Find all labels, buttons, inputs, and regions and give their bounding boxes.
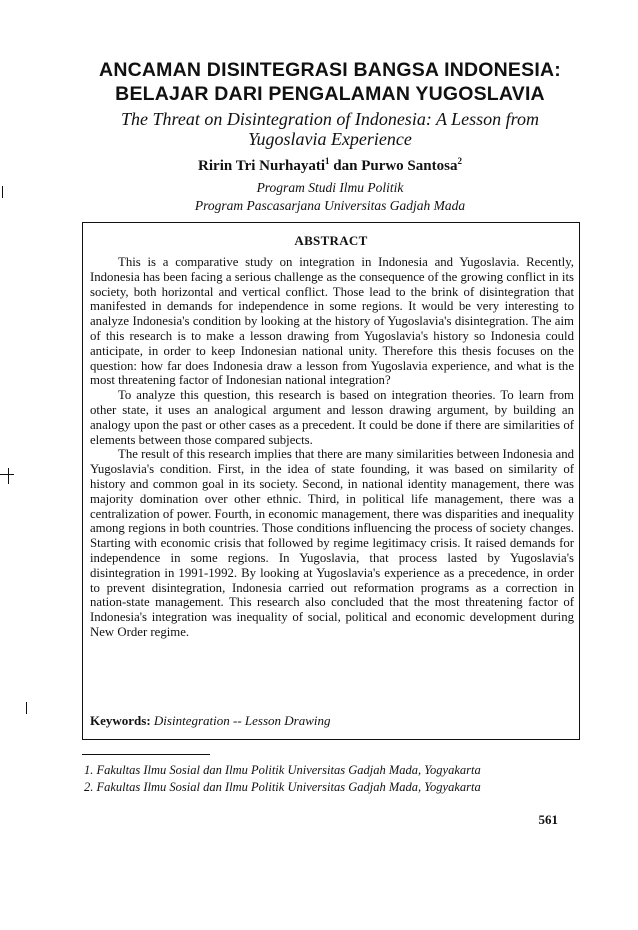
abstract-paragraph-3: The result of this research implies that there are many similarities between Indonesia and Yugoslavia's condition. First, in the idea of state founding, it was based on similarity of history and common goal in its society. Second, in national identity management, there was majority domination over other ethnic. Third, in political life management, there was a centralization of power. Fourth, in economic management, there was disparities and inequality among regions in both countries. Those conditions influencing the process of society changes. Starting with economic crisis that followed by regime legitimacy crisis. It raised demands for independence in some regions. In Yugoslavia, that process lasted by Yugoslavia's disintegration in 1991-1992. By looking at Yugoslavia's experience as a precedence, in order to prevent disintegration, Indonesia carried out reformation programs as a correction in nation-state management. This research also concluded that the most threatening factor of Indonesia's integration was inequality of social, political and economic development during New Order regime.	[90, 447, 574, 639]
article-subtitle-line-2: Yugoslavia Experience	[248, 129, 412, 149]
keywords-label: Keywords:	[90, 713, 151, 728]
scan-mark-3	[8, 468, 9, 484]
scan-mark-1	[2, 186, 3, 198]
article-subtitle	[60, 109, 600, 149]
author-2-footnote-mark: 2	[457, 156, 462, 166]
author-1-footnote-mark: 1	[325, 156, 330, 166]
footnotes	[84, 762, 584, 796]
keywords-line	[90, 713, 574, 728]
article-title	[60, 58, 600, 106]
affiliation-line-2: Program Pascasarjana Universitas Gadjah Mada	[194, 198, 466, 213]
article-title-line-2: BELAJAR DARI PENGALAMAN YUGOSLAVIA	[115, 83, 545, 105]
footnote-2: 2. Fakultas Ilmu Sosial dan Ilmu Politik Universitas Gadjah Mada, Yogyakarta	[84, 780, 481, 794]
author-conjunction: dan	[333, 158, 358, 174]
abstract-box	[82, 222, 580, 740]
article-subtitle-line-1: The Threat on Disintegration of Indonesia: A Lesson from	[120, 109, 540, 129]
abstract-heading: ABSTRACT	[294, 233, 368, 248]
affiliation-line-1: Program Studi Ilmu Politik	[256, 180, 404, 195]
scan-mark-4	[26, 702, 27, 714]
keywords-value: Disintegration -- Lesson Drawing	[153, 713, 331, 728]
footnote-divider	[82, 754, 210, 755]
author-2: Purwo Santosa	[361, 158, 458, 174]
article-title-line-1: ANCAMAN DISINTEGRASI BANGSA INDONESIA:	[99, 59, 561, 81]
author-1: Ririn Tri Nurhayati	[198, 158, 325, 174]
scan-mark-2	[0, 474, 14, 475]
abstract-body	[90, 255, 574, 640]
abstract-paragraph-1: This is a comparative study on integration in Indonesia and Yugoslavia. Recently, Indonesia has been facing a serious challenge as the consequence of the growing conflict in its society, both horizontal and vertical conflict. Those lead to the brink of disintegration that manifested in demands for independence in some regions. It would be very interesting to analyze Indonesia's condition by looking at the history of Yugoslavia's disintegration. The aim of this research is to make a lesson drawing from Yugoslavia's history so Indonesia could anticipate, in order to keep Indonesian national unity. Therefore this thesis focuses on the question: how far does Indonesia draw a lesson from Yugoslavia experience, and what is the most threatening factor of Indonesian national integration?	[90, 255, 574, 388]
author-line	[60, 152, 600, 175]
footnote-1: 1. Fakultas Ilmu Sosial dan Ilmu Politik Universitas Gadjah Mada, Yogyakarta	[84, 763, 481, 777]
abstract-paragraph-2: To analyze this question, this research is based on integration theories. To learn from other state, it uses an analogical argument and lesson drawing argument, by building an analogy upon the past or other cases as a precedent. It could be done if there are similarities of elements between those compared subjects.	[90, 388, 574, 447]
page-number: 561	[538, 812, 558, 827]
